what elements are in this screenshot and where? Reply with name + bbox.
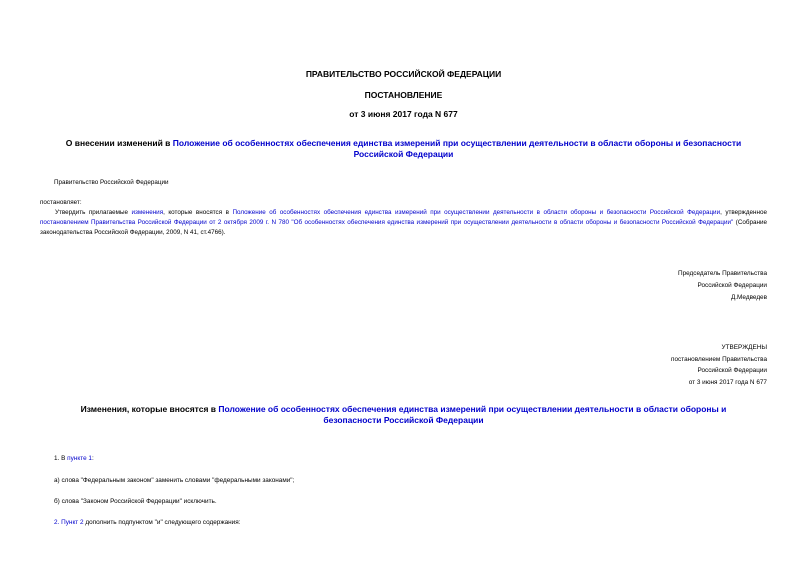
- intro-text: Правительство Российской Федерации: [54, 179, 169, 186]
- item-2-text: дополнить подпунктом "и" следующего содержания:: [83, 519, 241, 526]
- document-date-number: от 3 июня 2017 года N 677: [349, 109, 458, 119]
- document-title: [40, 138, 767, 160]
- body-text-3: , утвержденное: [720, 209, 767, 216]
- changes-link[interactable]: изменения: [131, 209, 164, 216]
- signature-line-2: Российской Федерации: [697, 282, 767, 289]
- resolution-link[interactable]: постановлением Правительства Российской Федерации от 2 октября 2009 г. N 780 "Об особенностях обеспечения единства измерений при осуществлении деятельности в области обороны и безопасности Российской Федерации": [40, 219, 734, 226]
- item-2-number-link[interactable]: 2.: [54, 519, 60, 526]
- body-text-2: , которые вносятся в: [163, 209, 233, 216]
- body-text-1: Утвердить прилагаемые: [55, 209, 132, 216]
- item-1b: б) слова "Законом Российской Федерации" исключить.: [54, 498, 217, 505]
- item-1-prefix: 1. В: [54, 455, 68, 462]
- government-heading: ПРАВИТЕЛЬСТВО РОССИЙСКОЙ ФЕДЕРАЦИИ: [305, 69, 502, 79]
- item-1: [54, 455, 94, 462]
- document-title-prefix: О внесении изменений в: [65, 138, 173, 148]
- regulation-body-link[interactable]: Положение об особенностях обеспечения единства измерений при осуществлении деятельности в области обороны и безопасности Российской Федерации: [232, 209, 721, 216]
- item-2: [54, 519, 241, 526]
- changes-title: [60, 404, 747, 426]
- item-1a: а) слова "Федеральным законом" заменить словами "федеральными законами";: [54, 477, 295, 484]
- body-paragraph: [40, 208, 767, 238]
- document-type-heading: ПОСТАНОВЛЕНИЕ: [364, 90, 443, 100]
- changes-regulation-link[interactable]: Положение об особенностях обеспечения единства измерений при осуществлении деятельности в области обороны и безопасности Российской Федерации: [218, 404, 727, 425]
- approval-line-3: Российской Федерации: [697, 367, 767, 374]
- approval-line-1: УТВЕРЖДЕНЫ: [721, 344, 767, 351]
- decree-word: постановляет:: [40, 199, 82, 206]
- signature-line-1: Председатель Правительства: [678, 270, 767, 277]
- approval-line-2: постановлением Правительства: [671, 355, 767, 363]
- item-1-suffix: :: [91, 455, 94, 462]
- body-text-4: (Собрание законодательства Российской Федерации, 2009, N 41, ст.4766).: [40, 219, 767, 236]
- regulation-link[interactable]: Положение об особенностях обеспечения единства измерений при осуществлении деятельности в области обороны и безопасности Российской Федерации: [172, 138, 742, 159]
- approval-line-4: от 3 июня 2017 года N 677: [688, 378, 767, 386]
- approval-block: [671, 342, 767, 388]
- signature-block: [678, 268, 767, 304]
- item-1-link[interactable]: пункте 1: [67, 455, 92, 462]
- signature-line-3: Д.Медведев: [730, 294, 767, 301]
- changes-title-prefix: Изменения, которые вносятся в: [80, 404, 219, 414]
- item-2-point-link[interactable]: Пункт 2: [61, 519, 84, 526]
